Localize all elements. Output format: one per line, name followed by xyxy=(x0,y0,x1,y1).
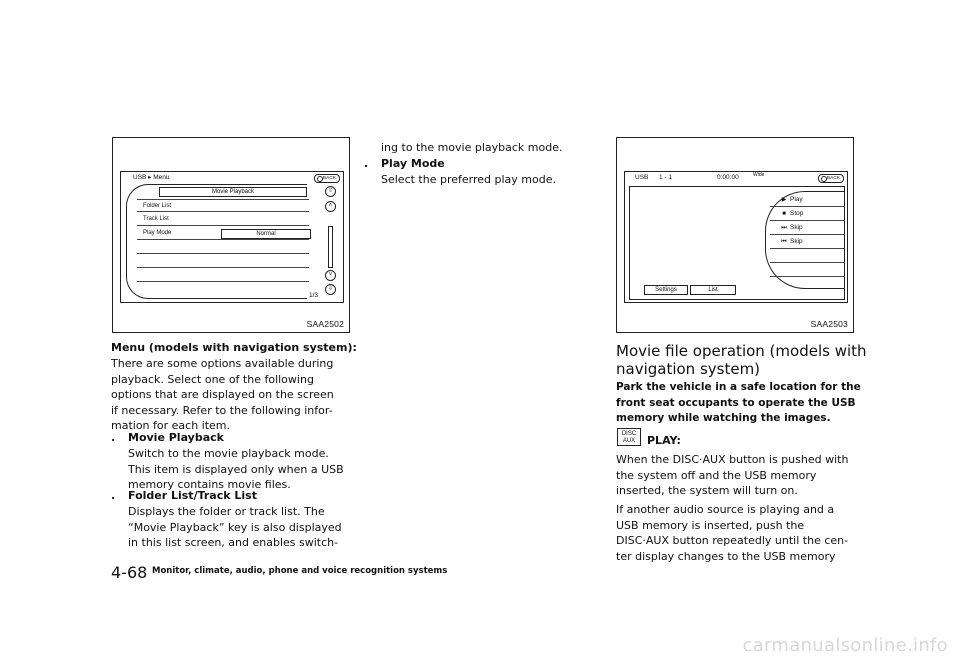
bullet-dot: . xyxy=(111,489,116,502)
menu-heading: Menu (models with navigation system): xyxy=(111,341,357,354)
text-line: if necessary. Refer to the following infor- xyxy=(111,403,333,417)
text-line: Park the vehicle in a safe location for the xyxy=(616,381,861,393)
menu-display xyxy=(120,171,344,303)
video-area xyxy=(629,186,845,300)
item-text: Select the preferred play mode. xyxy=(381,173,556,186)
play-icon: ▶ xyxy=(781,197,787,203)
item-title: Folder List/Track List xyxy=(128,489,257,502)
empty-control xyxy=(770,264,844,277)
figure-code: SAA2503 xyxy=(810,319,848,329)
back-button: BACK xyxy=(818,174,844,183)
skip-forward-control xyxy=(770,222,844,235)
bullet-dot: . xyxy=(364,157,369,170)
page-down-icon: ⇩ xyxy=(325,284,336,295)
figure-code: SAA2502 xyxy=(306,319,344,329)
text-line: the system off and the USB memory xyxy=(616,468,817,482)
skip-forward-label: Skip xyxy=(790,224,803,231)
paragraph xyxy=(616,502,856,564)
stop-control xyxy=(770,208,844,221)
text-line: This item is displayed only when a USB xyxy=(128,462,344,476)
text-line: Switch to the movie playback mode. xyxy=(128,447,329,460)
text-line: front seat occupants to operate the USB xyxy=(616,396,856,409)
settings-button: Settings xyxy=(644,285,688,295)
skip-back-label: Skip xyxy=(790,238,803,245)
disc-aux-button-icon: DISC AUX xyxy=(617,428,641,446)
text-line: DISC·AUX button repeatedly until the cen- xyxy=(616,534,849,547)
text-line: When the DISC·AUX button is pushed with xyxy=(616,453,849,466)
play-mode-label: Play Mode xyxy=(143,230,172,236)
text-line: options that are displayed on the screen xyxy=(111,388,334,401)
paragraph xyxy=(616,452,856,499)
movie-header xyxy=(625,172,847,184)
movie-display xyxy=(624,171,848,303)
text-line: in this list screen, and enables switch- xyxy=(128,536,339,549)
page-indicator: 1/3 xyxy=(308,292,318,299)
menu-list-frame xyxy=(126,184,307,299)
item-title: Movie Playback xyxy=(128,431,224,444)
item-title: Play Mode xyxy=(381,157,445,170)
text-line: Displays the folder or track list. The xyxy=(128,505,325,518)
menu-row-movie-playback xyxy=(137,185,309,198)
list-button: List xyxy=(690,285,736,295)
page-up-icon: ⇧ xyxy=(325,186,336,197)
empty-control xyxy=(770,250,844,263)
safety-warning xyxy=(616,380,861,427)
movie-playback-key: Movie Playback xyxy=(159,187,307,197)
text-line: There are some options available during xyxy=(111,357,334,370)
heading-line: navigation system) xyxy=(616,360,761,378)
scroll-up-icon: ˄ xyxy=(325,201,336,212)
text-line: If another audio source is playing and a xyxy=(616,503,835,516)
scroll-rail xyxy=(321,186,339,294)
scroll-down-icon: ˅ xyxy=(325,270,336,281)
elapsed-time: 0:00:00 xyxy=(717,174,739,181)
text-line: mation for each item. xyxy=(111,419,231,432)
text-line: “Movie Playback” key is also displayed xyxy=(128,520,342,534)
source-label: USB xyxy=(635,174,649,181)
bullet-dot: . xyxy=(111,431,116,444)
text-line: USB memory is inserted, push the xyxy=(616,518,805,532)
text-line: inserted, the system will turn on. xyxy=(616,484,798,497)
menu-header: USB ▸ Menu xyxy=(133,174,170,181)
intro-paragraph xyxy=(111,356,351,434)
movie-screen-figure xyxy=(616,137,854,333)
text-line: ter display changes to the USB memory xyxy=(616,549,836,563)
menu-row-empty xyxy=(137,241,309,254)
track-number: 1 - 1 xyxy=(659,174,673,181)
item-text xyxy=(128,446,348,493)
continued-text: ing to the movie playback mode. xyxy=(381,141,563,154)
play-label: Play xyxy=(790,196,803,203)
menu-row-empty xyxy=(137,255,309,268)
menu-row-track-list: Track List xyxy=(137,213,309,226)
item-text xyxy=(128,504,350,551)
wide-mode-label: Wide xyxy=(753,172,765,178)
page-number: 4-68 xyxy=(111,563,148,582)
heading-line: Movie file operation (models with xyxy=(616,342,867,360)
stop-label: Stop xyxy=(790,210,804,217)
skip-back-icon: ⏮ xyxy=(781,239,787,245)
play-control xyxy=(770,194,844,207)
menu-row-empty xyxy=(137,269,309,282)
section-title: Monitor, climate, audio, phone and voice recognition systems xyxy=(152,566,448,576)
control-panel xyxy=(765,191,844,289)
text-line: playback. Select one of the following xyxy=(111,372,314,386)
play-heading: PLAY: xyxy=(647,434,681,447)
text-line: memory while watching the images. xyxy=(616,412,831,424)
menu-row-play-mode xyxy=(137,227,309,240)
back-button: BACK xyxy=(314,174,340,183)
watermark: carmanualsonline.info xyxy=(742,635,948,656)
skip-back-control xyxy=(770,236,844,249)
stop-icon: ■ xyxy=(782,211,786,217)
scrollbar xyxy=(328,226,333,268)
menu-screen-figure xyxy=(112,137,350,333)
section-heading xyxy=(616,342,867,378)
text-line: memory contains movie files. xyxy=(128,478,291,491)
play-mode-value: Normal xyxy=(221,229,311,239)
menu-row-folder-list: Folder List xyxy=(137,199,309,212)
skip-forward-icon: ⏭ xyxy=(781,225,787,231)
